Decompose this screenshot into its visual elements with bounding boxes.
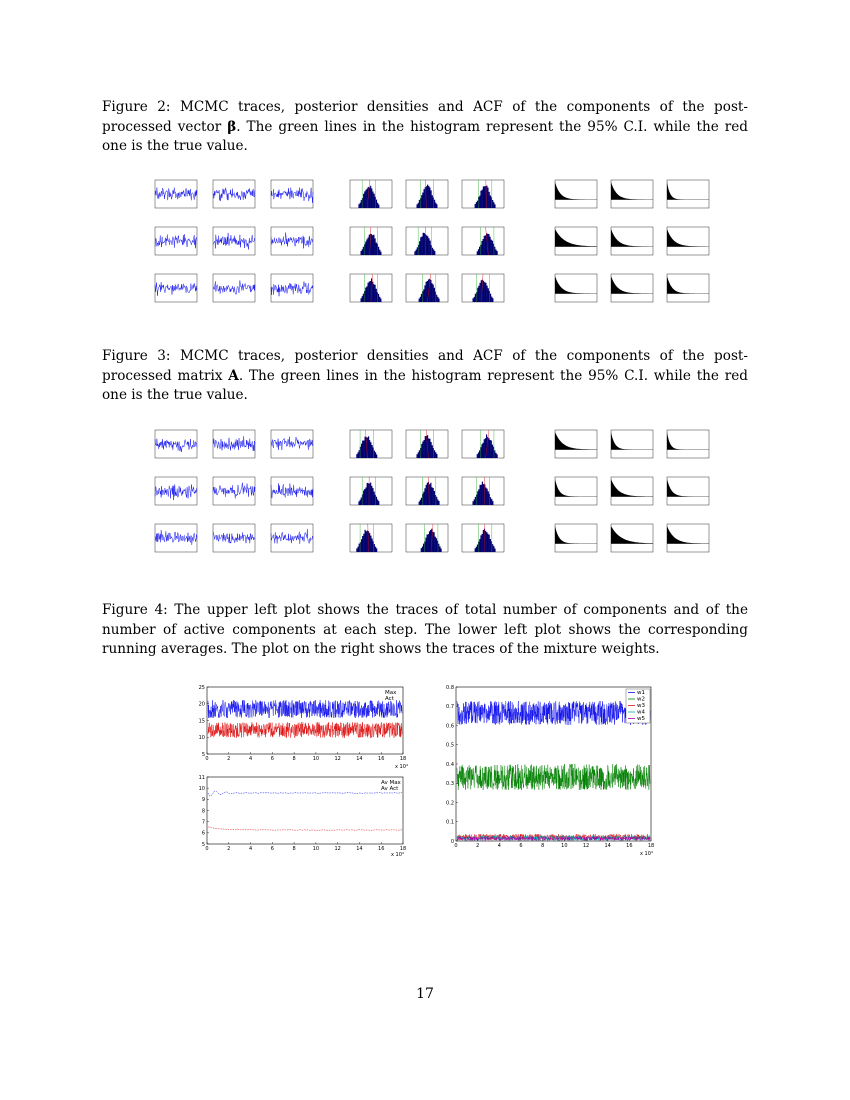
- figure-4-caption: Figure 4: The upper left plot shows the traces of total number of components and of the number of active components at each step. The lower left plot shows the corresponding running averages. The plot on the right shows the traces of the mixture weights.: [102, 602, 748, 658]
- svg-text:0: 0: [205, 846, 209, 852]
- svg-text:12: 12: [334, 846, 341, 852]
- svg-text:20: 20: [198, 701, 205, 708]
- svg-text:6: 6: [270, 756, 274, 762]
- svg-text:18: 18: [647, 843, 655, 849]
- figure-2-panel-grid: [140, 172, 720, 318]
- svg-text:0.1: 0.1: [446, 819, 454, 826]
- svg-text:8: 8: [292, 846, 296, 852]
- figure-3-caption: Figure 3: MCMC traces, posterior densities and ACF of the components of the post-processed matrix A. The green lines in the histogram represent the 95% C.I. while the red one is the true value.: [102, 348, 748, 404]
- figure-2-caption: Figure 2: MCMC traces, posterior densities and ACF of the components of the post-processed vector β. The green lines in the histogram represent the 95% C.I. while the red one is the true value.: [102, 99, 748, 155]
- lower-left-x-ticks: [205, 842, 406, 852]
- right-x-ticks: [454, 839, 654, 849]
- legend-w2: w2: [637, 696, 645, 703]
- lower-left-running-averages: [208, 791, 402, 830]
- svg-text:6: 6: [519, 843, 523, 849]
- lower-left-x-exponent: x 10⁴: [391, 852, 404, 858]
- figure-4-right-plot: [446, 680, 658, 858]
- svg-text:16: 16: [378, 846, 385, 852]
- svg-text:0.4: 0.4: [446, 761, 454, 768]
- figure-4-left-panel: [195, 680, 420, 858]
- svg-text:10: 10: [312, 756, 320, 762]
- svg-text:16: 16: [626, 843, 633, 849]
- svg-text:4: 4: [248, 846, 253, 852]
- page-number: 17: [416, 986, 434, 1002]
- svg-text:10: 10: [561, 843, 568, 849]
- svg-text:8: 8: [292, 756, 296, 762]
- figure-4-right-panel: [446, 680, 658, 858]
- svg-text:16: 16: [378, 756, 385, 762]
- svg-text:2: 2: [476, 843, 480, 849]
- upper-left-traces: [208, 700, 402, 738]
- lower-left-legend: [381, 780, 402, 792]
- svg-text:0.7: 0.7: [446, 704, 454, 711]
- svg-text:12: 12: [582, 843, 590, 849]
- legend-act: Act: [385, 696, 394, 702]
- svg-text:6: 6: [270, 846, 274, 852]
- legend-max: Max: [385, 690, 397, 696]
- svg-text:9: 9: [201, 797, 205, 804]
- legend-w5: w5: [637, 716, 645, 722]
- svg-text:11: 11: [198, 774, 205, 781]
- svg-text:0.8: 0.8: [446, 684, 454, 691]
- svg-text:5: 5: [201, 751, 205, 758]
- upper-left-y-ticks: [199, 685, 209, 758]
- legend-w3: w3: [637, 703, 645, 709]
- svg-text:5: 5: [201, 841, 205, 848]
- svg-text:0.3: 0.3: [446, 781, 454, 788]
- svg-text:4: 4: [497, 843, 501, 849]
- svg-text:14: 14: [604, 843, 611, 849]
- right-legend: [626, 689, 650, 723]
- svg-text:0.5: 0.5: [446, 742, 454, 749]
- svg-text:0.2: 0.2: [446, 800, 454, 807]
- legend-w1: w1: [637, 690, 645, 696]
- svg-text:8: 8: [201, 808, 205, 815]
- figure-4-left-plots: [195, 680, 420, 858]
- legend-av-act: Av Act: [381, 786, 399, 792]
- legend-av-max: Av Max: [381, 780, 401, 786]
- svg-text:2: 2: [227, 846, 231, 852]
- svg-text:10: 10: [198, 735, 205, 742]
- upper-left-x-exponent: x 10⁴: [395, 764, 408, 770]
- svg-text:15: 15: [198, 718, 205, 725]
- svg-text:12: 12: [334, 756, 341, 762]
- svg-text:8: 8: [541, 843, 545, 849]
- svg-text:25: 25: [198, 684, 205, 691]
- svg-text:4: 4: [248, 756, 253, 762]
- svg-text:18: 18: [399, 846, 407, 852]
- svg-text:0: 0: [450, 838, 454, 845]
- svg-text:0: 0: [205, 756, 209, 762]
- svg-text:0: 0: [454, 843, 458, 849]
- svg-text:18: 18: [399, 756, 407, 762]
- legend-w4: w4: [637, 709, 645, 716]
- figure-2-plots: [140, 172, 720, 318]
- upper-left-x-ticks: [205, 752, 406, 762]
- svg-text:10: 10: [198, 785, 205, 792]
- lower-left-axes: [207, 777, 403, 844]
- mixture-weight-traces: [457, 701, 650, 841]
- figure-3-panel-grid: [140, 422, 720, 568]
- svg-text:7: 7: [201, 819, 205, 826]
- figure-3-plots: [140, 422, 720, 568]
- svg-text:2: 2: [227, 756, 231, 762]
- lower-left-y-ticks: [199, 775, 209, 848]
- svg-text:14: 14: [356, 846, 363, 852]
- upper-left-legend: [385, 690, 397, 702]
- svg-text:6: 6: [201, 830, 205, 837]
- svg-text:0.6: 0.6: [446, 723, 454, 730]
- svg-text:10: 10: [312, 846, 320, 852]
- upper-left-axes: [207, 687, 403, 754]
- svg-text:14: 14: [356, 756, 363, 762]
- right-x-exponent: x 10⁴: [640, 851, 653, 857]
